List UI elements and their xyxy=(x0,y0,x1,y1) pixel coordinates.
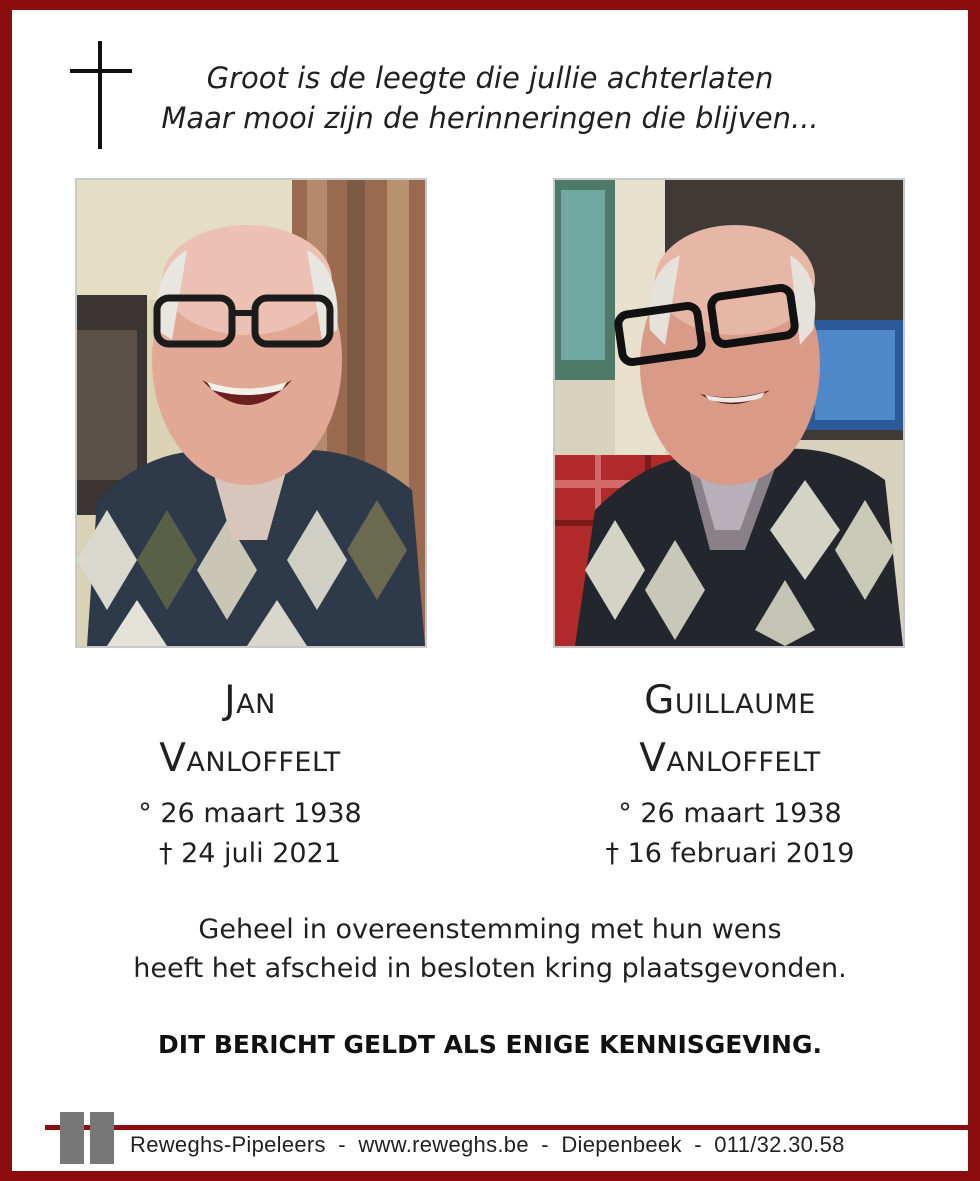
separator: - xyxy=(541,1132,549,1157)
closing-text xyxy=(60,910,920,988)
website-link[interactable]: www.reweghs.be xyxy=(358,1132,529,1157)
birth-date: ° 26 maart 1938 xyxy=(138,798,362,829)
separator: - xyxy=(694,1132,702,1157)
portrait-image-guillaume xyxy=(555,180,903,646)
person-guillaume xyxy=(530,672,930,874)
phone-number: 011/32.30.58 xyxy=(714,1132,845,1157)
photo-guillaume xyxy=(553,178,905,648)
town-name: Diepenbeek xyxy=(561,1132,682,1157)
separator: - xyxy=(338,1132,346,1157)
person-jan xyxy=(50,672,450,874)
first-name: Guillaume xyxy=(644,678,816,723)
memorial-quote xyxy=(140,58,840,138)
photo-jan xyxy=(75,178,427,648)
cross-icon xyxy=(70,41,132,149)
last-name: Vanloffelt xyxy=(639,736,821,781)
funeral-home-logo-icon xyxy=(60,1112,114,1164)
footer-contact xyxy=(130,1132,845,1158)
quote-line-2: Maar mooi zijn de herinneringen die blijven... xyxy=(161,101,819,135)
company-name: Reweghs-Pipeleers xyxy=(130,1132,326,1157)
closing-line-1: Geheel in overeenstemming met hun wens xyxy=(198,914,782,945)
footer-divider xyxy=(45,1125,970,1130)
quote-line-1: Groot is de leegte die jullie achterlaten xyxy=(206,61,774,95)
notice-heading: DIT BERICHT GELDT ALS ENIGE KENNISGEVING. xyxy=(158,1030,822,1059)
first-name: Jan xyxy=(224,678,276,723)
portrait-image-jan xyxy=(77,180,425,646)
death-date: † 24 juli 2021 xyxy=(159,838,341,869)
last-name: Vanloffelt xyxy=(159,736,341,781)
death-date: † 16 februari 2019 xyxy=(605,838,855,869)
closing-line-2: heeft het afscheid in besloten kring plaatsgevonden. xyxy=(133,953,847,984)
birth-date: ° 26 maart 1938 xyxy=(618,798,842,829)
